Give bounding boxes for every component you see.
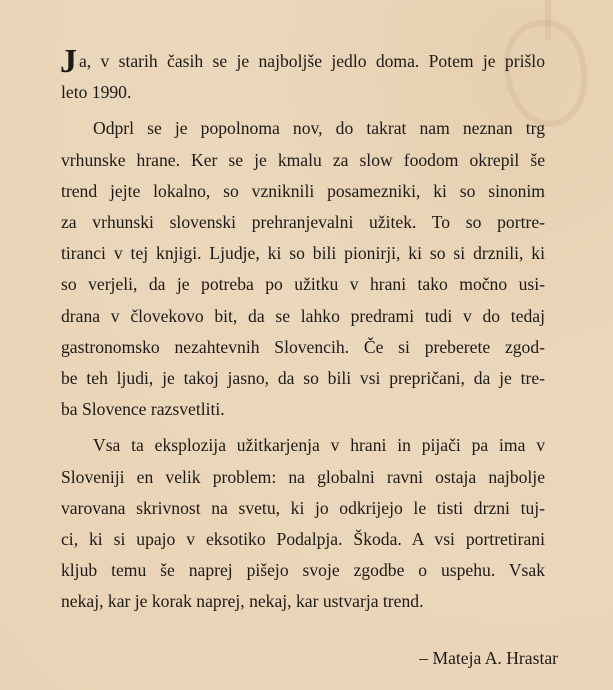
text-line: vrhunske hrane. Ker se je kmalu za slow foodom okrepil še bbox=[61, 149, 545, 170]
paragraph-1 bbox=[60, 43, 545, 108]
text-line: trend jejte lokalno, so vzniknili posamezniki, ki so sinonim bbox=[61, 180, 545, 201]
text-line: tiranci v tej knjigi. Ljudje, ki so bili pionirji, ki so si drznili, ki bbox=[61, 243, 545, 264]
text-line: kljub temu še naprej pišejo svoje zgodbe o uspehu. Vsak bbox=[61, 560, 545, 581]
coffee-stain-drip bbox=[545, 0, 551, 40]
text-line: so verjeli, da je potreba po užitku v hrani tako močno usi- bbox=[61, 274, 545, 295]
text-line: Odprl se je popolnoma nov, do takrat nam neznan trg bbox=[93, 118, 545, 139]
text-line: Vsa ta eksplozija užitkarjenja v hrani in pijači pa ima v bbox=[93, 435, 545, 456]
text-line: gastronomsko nezahtevnih Slovencih. Če si preberete zgod- bbox=[61, 336, 545, 357]
text-line: ba Slovence razsvetliti. bbox=[61, 399, 225, 420]
drop-cap: J bbox=[60, 43, 77, 80]
text-line: za vrhunski slovenski prehranjevalni užitek. To so portre- bbox=[61, 212, 545, 233]
text-line: nekaj, kar je korak naprej, nekaj, kar ustvarja trend. bbox=[61, 591, 424, 612]
paragraph-3 bbox=[61, 430, 545, 617]
paragraph-2 bbox=[61, 113, 545, 425]
text-line: leto 1990. bbox=[61, 82, 132, 103]
text-line: be teh ljudi, je takoj jasno, da so bili vsi prepričani, da je tre- bbox=[61, 368, 545, 389]
text-line: drana v človekovo bit, da se lahko predrami tudi v do tedaj bbox=[61, 305, 545, 326]
text-line: ci, ki si upajo v eksotiko Podalpja. Škoda. A vsi portretirani bbox=[61, 529, 545, 550]
author-signature: – Mateja A. Hrastar bbox=[419, 648, 558, 668]
body-text bbox=[60, 43, 545, 618]
text-line: Sloveniji en velik problem: na globalni ravni ostaja najbolje bbox=[61, 466, 545, 487]
text-line: a, v starih časih se je najboljše jedlo doma. Potem je prišlo bbox=[79, 51, 545, 71]
text-line: varovana skrivnost na svetu, ki jo odkrijejo le tisti drzni tuj- bbox=[61, 497, 545, 518]
